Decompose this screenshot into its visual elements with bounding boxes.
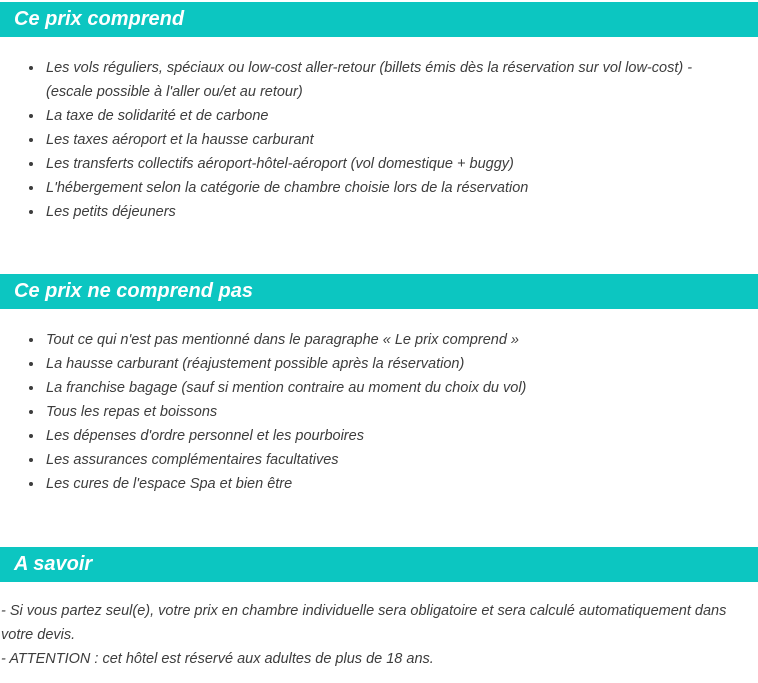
- section-price-excludes: [0, 274, 758, 496]
- list-item: • Les vols réguliers, spéciaux ou low-cost aller-retour (billets émis dès la réservation sur vol low-cost) - (escale possible à l'aller ou/et au retour): [44, 56, 740, 104]
- section-header-price-includes: [0, 2, 758, 37]
- list-item: • Les taxes aéroport et la hausse carburant: [44, 128, 740, 152]
- list-item: • La hausse carburant (réajustement possible après la réservation): [44, 352, 740, 376]
- list-item: • Les cures de l'espace Spa et bien être: [44, 472, 740, 496]
- section-title: Ce prix ne comprend pas: [14, 280, 253, 302]
- section-notes: [0, 547, 758, 671]
- list-item: • Les petits déjeuners: [44, 200, 740, 224]
- price-includes-list: [0, 56, 758, 224]
- list-item: • La franchise bagage (sauf si mention contraire au moment du choix du vol): [44, 376, 740, 400]
- list-item: • Tout ce qui n'est pas mentionné dans le paragraphe « Le prix comprend »: [44, 328, 740, 352]
- list-item: • Tous les repas et boissons: [44, 400, 740, 424]
- section-header-notes: [0, 547, 758, 582]
- list-item: • Les assurances complémentaires facultatives: [44, 448, 740, 472]
- note-line: - ATTENTION : cet hôtel est réservé aux adultes de plus de 18 ans.: [1, 651, 434, 667]
- section-title: A savoir: [14, 553, 93, 575]
- price-excludes-list: [0, 328, 758, 496]
- list-item: • La taxe de solidarité et de carbone: [44, 104, 740, 128]
- list-item: • Les dépenses d'ordre personnel et les pourboires: [44, 424, 740, 448]
- list-item: • L'hébergement selon la catégorie de chambre choisie lors de la réservation: [44, 176, 740, 200]
- list-item: • Les transferts collectifs aéroport-hôtel-aéroport (vol domestique + buggy): [44, 152, 740, 176]
- section-price-includes: [0, 2, 758, 224]
- section-header-price-excludes: [0, 274, 758, 309]
- section-title: Ce prix comprend: [14, 8, 185, 30]
- notes-block: [0, 599, 758, 671]
- note-line: - Si vous partez seul(e), votre prix en chambre individuelle sera obligatoire et sera calculé automatiquement dans votre devis.: [1, 603, 727, 643]
